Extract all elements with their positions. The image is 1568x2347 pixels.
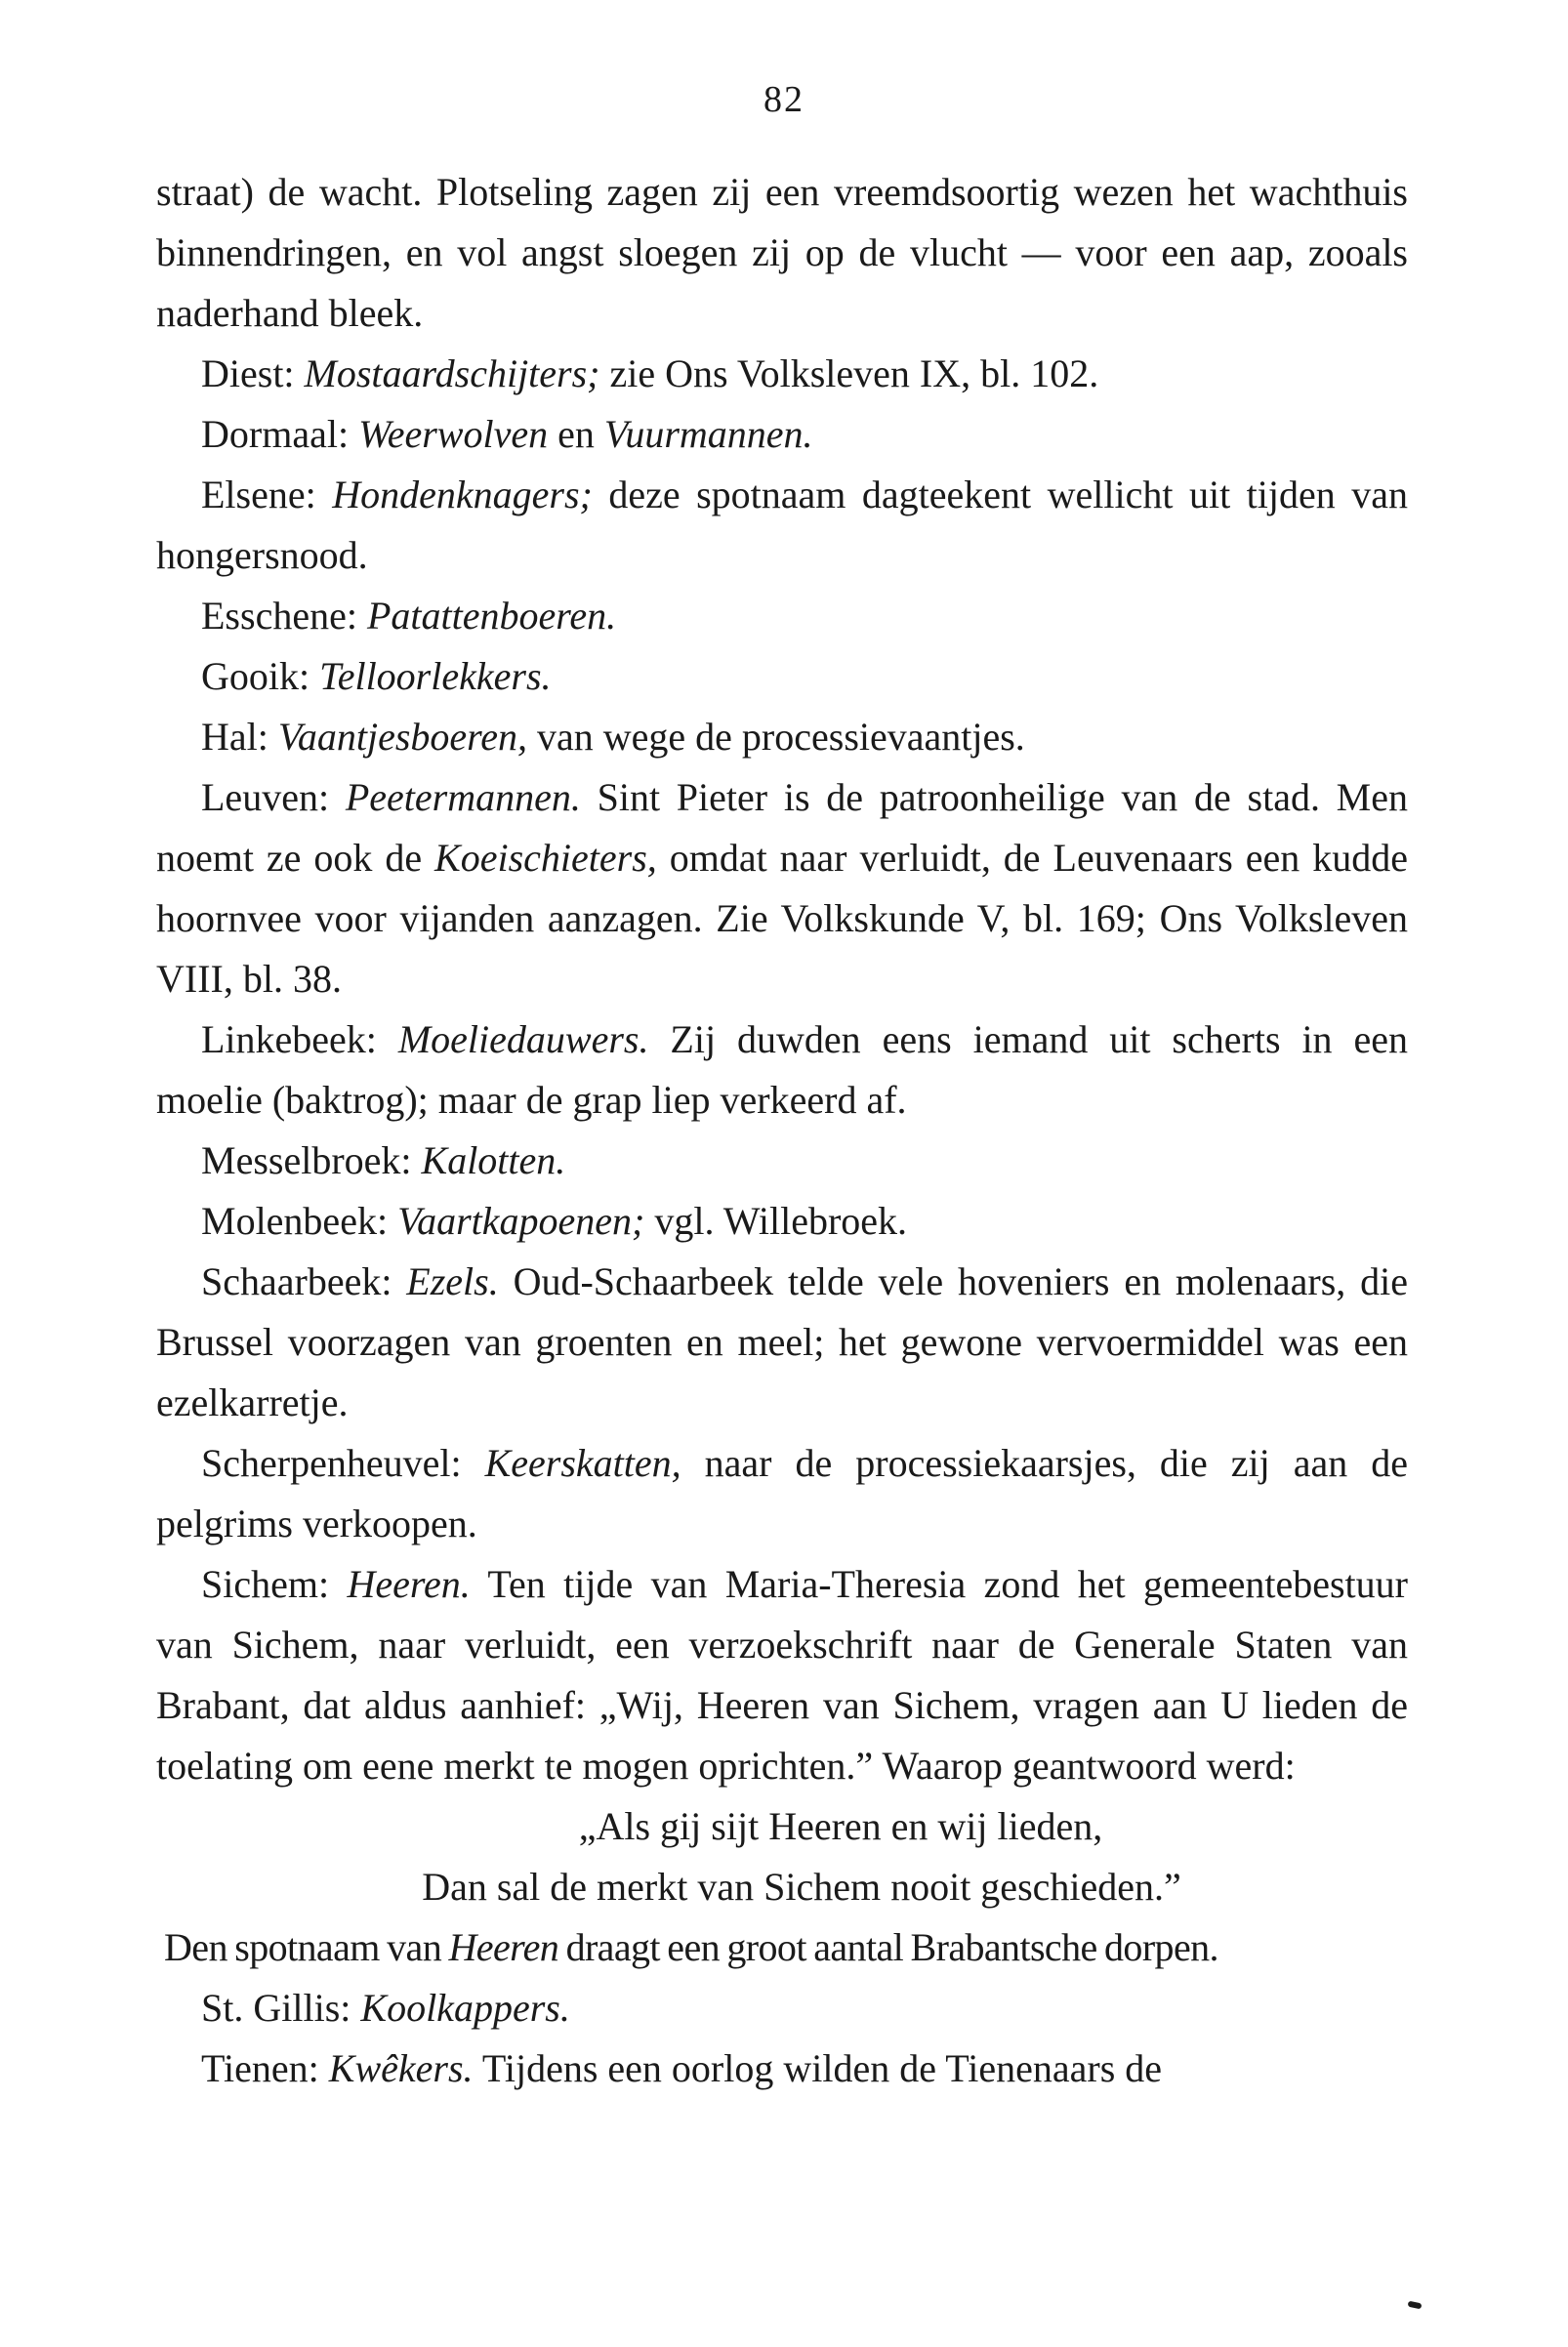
place-name: Hal: xyxy=(201,715,268,759)
nickname: Koeischieters, xyxy=(434,836,657,880)
continuation-text: straat) de wacht. Plotseling zagen zij een vreemdsoortig wezen het wachthuis binnendringen, en vol angst sloegen zij op de vlucht — voor een aap, zooals naderhand bleek. xyxy=(156,170,1408,335)
nickname: Kwêkers. xyxy=(328,2046,474,2090)
place-name: Tienen: xyxy=(201,2046,319,2090)
place-name: Schaarbeek: xyxy=(201,1259,392,1303)
place-name: Diest: xyxy=(201,351,295,395)
entry-text: omdat naar verluidt, de Leuvenaars een kudde hoornvee voor vijanden aanzagen. Zie Volkskunde V, bl. 169; Ons Volksleven VIII, bl. 38. xyxy=(156,836,1409,1001)
nickname: Vaartkapoenen; xyxy=(397,1199,645,1243)
entry-sichem xyxy=(156,1554,1408,1796)
entry-scherpenheuvel xyxy=(156,1433,1408,1554)
nickname: Weerwolven xyxy=(358,412,549,456)
nickname: Hondenknagers; xyxy=(332,473,593,516)
entry-text: zie Ons Volksleven IX, bl. 102. xyxy=(609,351,1099,395)
place-name: Gooik: xyxy=(201,654,310,698)
place-name: Dormaal: xyxy=(201,412,350,456)
paragraph-continuation xyxy=(156,162,1408,344)
nickname: Patattenboeren. xyxy=(366,594,617,638)
entry-text: naar de processiekaarsjes, die zij aan de pelgrims verkoopen. xyxy=(156,1441,1409,1545)
entry-text: Sint Pieter is de patroonheilige van de stad. Men noemt ze ook de xyxy=(156,775,1409,880)
entry-text: vgl. Willebroek. xyxy=(654,1199,908,1243)
verse-line-2: Dan sal de merkt van Sichem nooit geschieden.” xyxy=(422,1865,1181,1909)
nickname: Ezels. xyxy=(406,1259,499,1303)
place-name: Linkebeek: xyxy=(201,1017,377,1061)
entry-schaarbeek xyxy=(156,1252,1408,1433)
entry-messelbroek xyxy=(156,1131,1408,1191)
entry-tienen xyxy=(156,2038,1408,2099)
note-text: Den spotnaam van xyxy=(164,1925,442,1969)
place-name: Esschene: xyxy=(201,594,357,638)
entry-leuven xyxy=(156,767,1408,1009)
nickname: Keerskatten, xyxy=(484,1441,681,1485)
entry-gooik xyxy=(156,646,1408,707)
place-name: Messelbroek: xyxy=(201,1138,412,1182)
entry-text: Ten tijde van Maria-Theresia zond het gemeentebestuur van Sichem, naar verluidt, een verzoekschrift naar de Generale Staten van Brabant, dat aldus aanhief: „Wij, Heeren van Sichem, vragen aan U lieden de toelating om eene merkt te mogen oprichten.” Waarop geantwoord werd: xyxy=(156,1562,1408,1788)
entry-elsene xyxy=(156,465,1408,586)
page-number: 82 xyxy=(763,79,805,120)
page-body xyxy=(156,162,1408,2099)
place-name: Molenbeek: xyxy=(201,1199,389,1243)
nickname: Koolkappers. xyxy=(360,1986,570,2030)
entry-molenbeek xyxy=(156,1191,1408,1252)
entry-text: Tijdens een oorlog wilden de Tienenaars de xyxy=(481,2046,1163,2090)
nickname: Vuurmannen. xyxy=(603,412,813,456)
note-text: draagt een groot aantal Brabantsche dorpen. xyxy=(565,1925,1218,1969)
entry-text: deze spotnaam dagteekent wellicht uit tijden van hongersnood. xyxy=(156,473,1409,577)
nickname: Heeren xyxy=(448,1925,559,1969)
place-name: Sichem: xyxy=(201,1562,330,1606)
place-name: St. Gillis: xyxy=(201,1986,351,2030)
ink-mark xyxy=(1408,2301,1423,2310)
entry-linkebeek xyxy=(156,1009,1408,1131)
entry-esschene xyxy=(156,586,1408,646)
nickname: Moeliedauwers. xyxy=(397,1017,649,1061)
conjunction: en xyxy=(557,412,595,456)
entry-text: van wege de processievaantjes. xyxy=(537,715,1025,759)
nickname: Kalotten. xyxy=(421,1138,566,1182)
entry-text: Oud-Schaarbeek telde vele hoveniers en molenaars, die Brussel voorzagen van groenten en meel; het gewone vervoermiddel was een ezelkarretje. xyxy=(156,1259,1409,1424)
verse-line-1: „Als gij sijt Heeren en wij lieden, xyxy=(578,1804,1103,1848)
place-name: Scherpenheuvel: xyxy=(201,1441,462,1485)
entry-dormaal xyxy=(156,404,1408,465)
nickname: Heeren. xyxy=(347,1562,471,1606)
nickname: Telloorlekkers. xyxy=(319,654,552,698)
nickname: Mostaardschijters; xyxy=(304,351,600,395)
entry-heeren-note xyxy=(156,1917,1408,1978)
nickname: Vaantjesboeren, xyxy=(277,715,528,759)
entry-diest xyxy=(156,344,1408,404)
place-name: Leuven: xyxy=(201,775,330,819)
entry-st-gillis xyxy=(156,1978,1408,2038)
entry-text: Zij duwden eens iemand uit scherts in een moelie (baktrog); maar de grap liep verkeerd af. xyxy=(156,1017,1409,1122)
entry-hal xyxy=(156,707,1408,767)
nickname: Peetermannen. xyxy=(345,775,581,819)
place-name: Elsene: xyxy=(201,473,316,516)
